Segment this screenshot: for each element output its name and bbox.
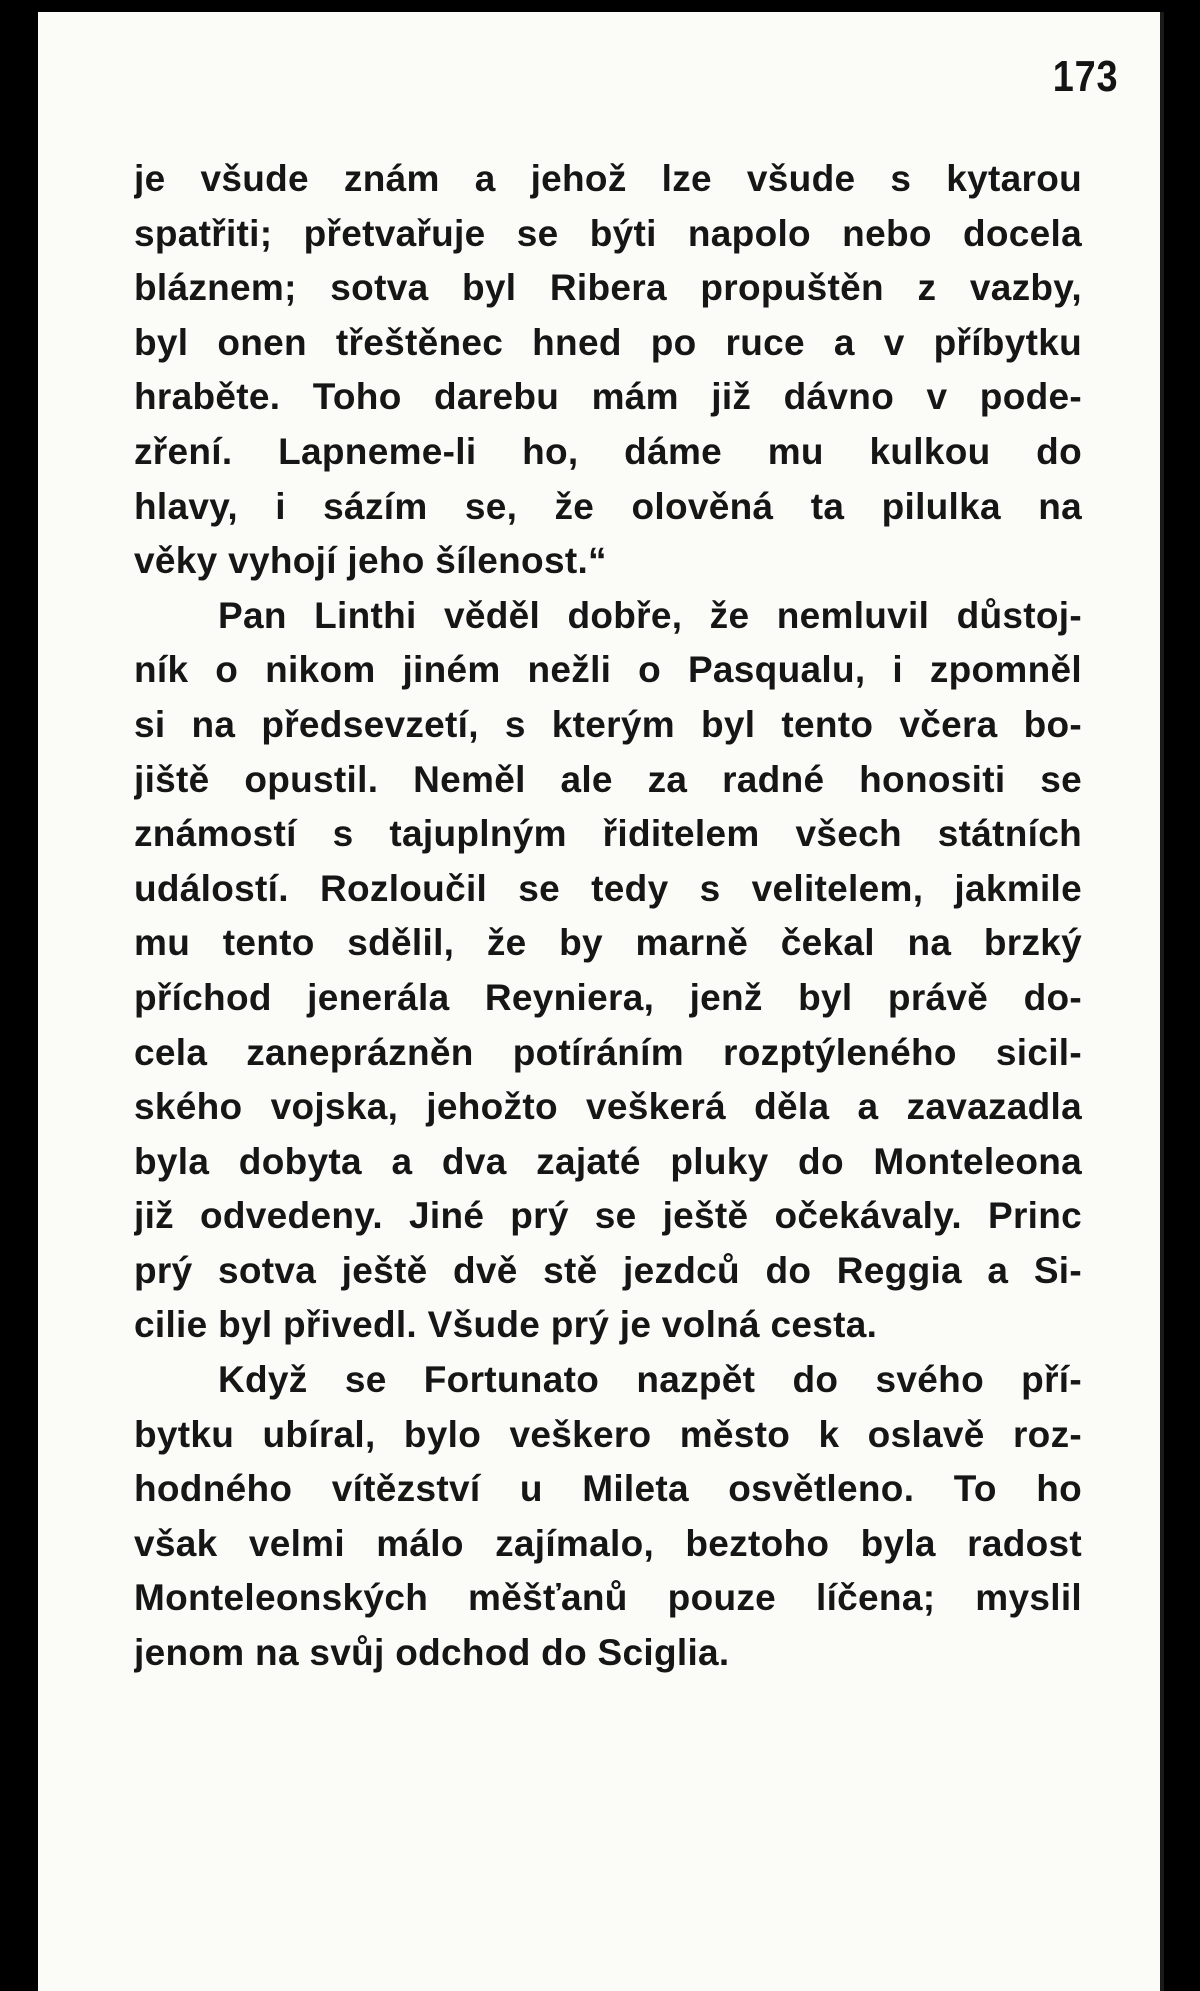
text-line: známostí s tajuplným řiditelem všech státních <box>134 813 1082 855</box>
text-line: cilie byl přivedl. Všude prý je volná cesta. <box>134 1304 878 1346</box>
text-line: bláznem; sotva byl Ribera propuštěn z vazby, <box>134 267 1082 309</box>
text-line: bytku ubíral, bylo veškero město k oslavě roz- <box>134 1413 1082 1455</box>
text-line: si na předsevzetí, s kterým byl tento včera bo- <box>134 703 1082 745</box>
text-line: byla dobyta a dva zajaté pluky do Monteleona <box>134 1140 1082 1182</box>
text-line: jiště opustil. Neměl ale za radné honositi se <box>134 758 1082 800</box>
text-line: je všude znám a jehož lze všude s kytarou <box>134 158 1082 199</box>
text-line: hraběte. Toho darebu mám již dávno v pode- <box>134 376 1082 418</box>
body-text <box>134 152 1082 1681</box>
text-line: Monteleonských měšťanů pouze líčena; myslil <box>134 1577 1082 1619</box>
page-number: 173 <box>1052 52 1118 101</box>
text-line: věky vyhojí jeho šílenost.“ <box>134 540 607 582</box>
text-line: zření. Lapneme-li ho, dáme mu kulkou do <box>134 430 1082 472</box>
text-line: však velmi málo zajímalo, beztoho byla radost <box>134 1522 1082 1564</box>
text-line: prý sotva ještě dvě stě jezdců do Reggia a Si- <box>134 1249 1082 1291</box>
text-line: spatřiti; přetvařuje se býti napolo nebo docela <box>134 212 1082 254</box>
text-line: příchod jenerála Reyniera, jenž byl právě do- <box>134 976 1082 1018</box>
text-line: cela zaneprázněn potíráním rozptýleného sicil- <box>134 1031 1082 1073</box>
text-line: již odvedeny. Jiné prý se ještě očekávaly. Princ <box>134 1195 1082 1237</box>
text-line: hlavy, i sázím se, že olověná ta pilulka na <box>134 485 1082 527</box>
text-line: událostí. Rozloučil se tedy s velitelem, jakmile <box>134 867 1082 909</box>
text-line: hodného vítězství u Mileta osvětleno. To ho <box>134 1468 1082 1510</box>
text-line: jenom na svůj odchod do Sciglia. <box>134 1632 730 1674</box>
text-line: Když se Fortunato nazpět do svého pří- <box>218 1359 1082 1401</box>
text-line: Pan Linthi věděl dobře, že nemluvil důstoj- <box>218 594 1082 636</box>
text-line: ník o nikom jiném nežli o Pasqualu, i zpomněl <box>134 649 1082 691</box>
text-line: byl onen třeštěnec hned po ruce a v příbytku <box>134 321 1082 363</box>
text-line: mu tento sdělil, že by marně čekal na brzký <box>134 922 1082 964</box>
text-line: ského vojska, jehožto veškerá děla a zavazadla <box>134 1086 1082 1128</box>
book-page <box>38 12 1164 1991</box>
